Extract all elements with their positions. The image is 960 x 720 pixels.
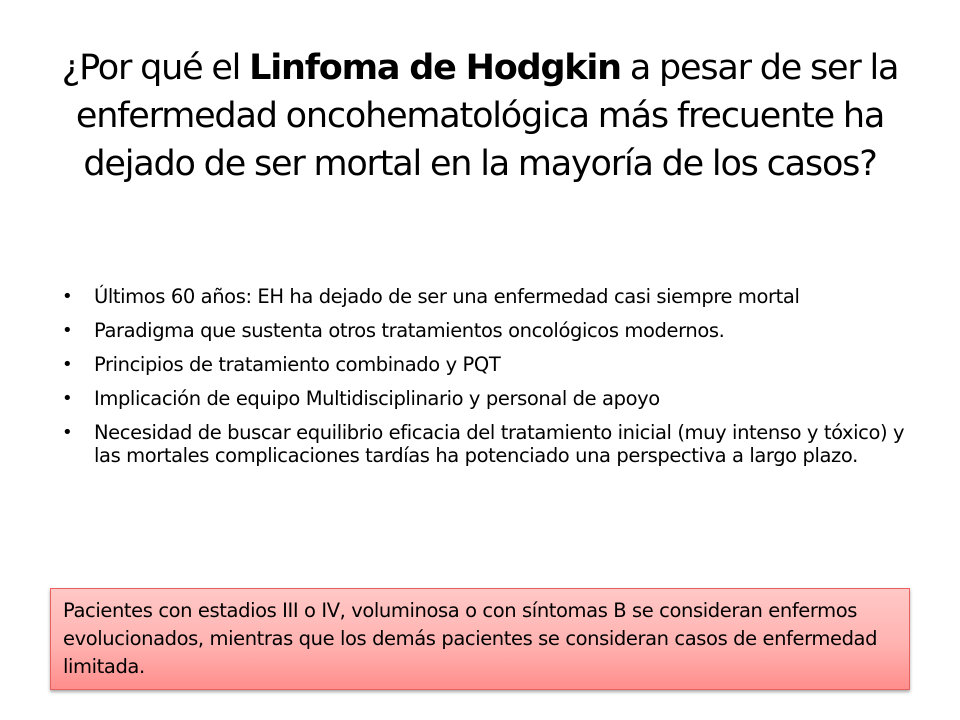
- bullet-item: [62, 353, 906, 376]
- note-text: Pacientes con estadios III o IV, voluminosa o con síntomas B se consideran enfermos evolucionados, mientras que los demás pacientes se consideran casos de enfermedad limitada.: [63, 599, 878, 678]
- bullet-text: Últimos 60 años: EH ha dejado de ser una enfermedad casi siempre mortal: [94, 285, 800, 308]
- bullet-icon: •: [62, 354, 73, 375]
- note-box: [50, 588, 910, 690]
- title-text-start: ¿Por qué el: [61, 48, 250, 88]
- bullet-item: [62, 285, 906, 308]
- bullet-item: [62, 387, 906, 410]
- bullet-text: Necesidad de buscar equilibrio eficacia del tratamiento inicial (muy intenso y tóxico) y las mortales complicaciones tardías ha potenciado una perspectiva a largo plazo.: [94, 421, 905, 467]
- title-text-end: a pesar de ser la enfermedad oncohematológica más frecuente ha dejado de ser mortal en la mayoría de los casos?: [75, 48, 899, 184]
- bullet-list: [62, 285, 906, 478]
- slide-title: [60, 44, 900, 188]
- bullet-icon: •: [62, 388, 73, 409]
- bullet-icon: •: [62, 320, 73, 341]
- bullet-icon: •: [62, 422, 73, 443]
- title-emphasis: Linfoma de Hodgkin: [249, 48, 621, 88]
- bullet-text: Implicación de equipo Multidisciplinario y personal de apoyo: [94, 387, 660, 410]
- bullet-text: Paradigma que sustenta otros tratamientos oncológicos modernos.: [94, 319, 725, 342]
- bullet-item: [62, 319, 906, 342]
- bullet-item: [62, 421, 906, 467]
- bullet-text: Principios de tratamiento combinado y PQT: [94, 353, 501, 376]
- bullet-icon: •: [62, 286, 73, 307]
